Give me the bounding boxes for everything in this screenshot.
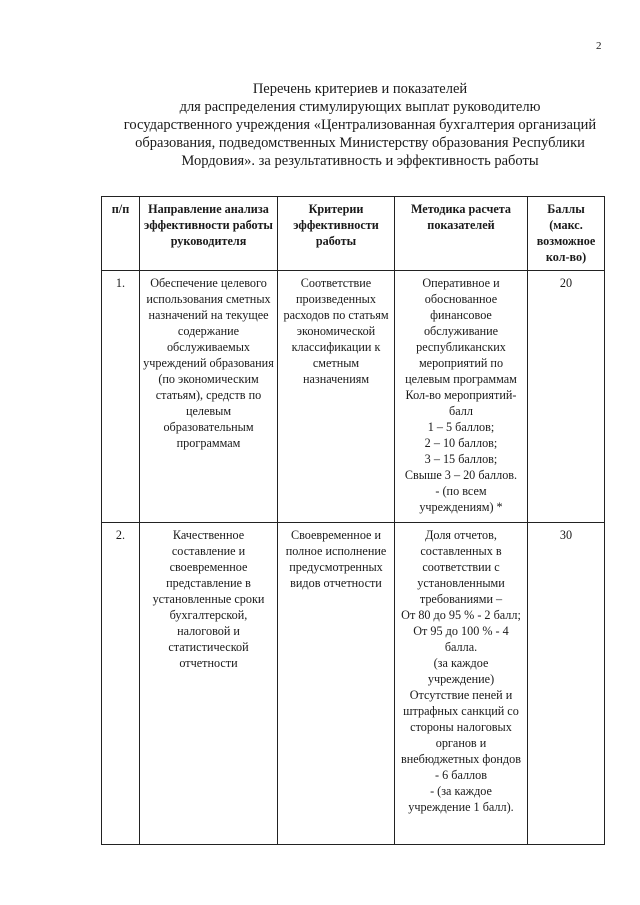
cell-direction: Качественное составление и своевременное представление в установленные сроки бухгалтерской, налоговой и статистической отчетности [140,523,278,845]
header-direction: Направление анализа эффективности работы руководителя [140,197,278,271]
row-number: 2. [102,523,140,845]
cell-direction: Обеспечение целевого использования сметных назначений на текущее содержание обслуживаемых учреждений образования (по экономическим статьям), средств по целевым образовательным программам [140,271,278,523]
table-row [102,523,605,845]
header-criteria: Критерии эффективности работы [278,197,395,271]
header-points: Баллы (макс. возможное кол-во) [528,197,605,271]
criteria-table [101,196,605,845]
cell-method: Оперативное и обоснованное финансовое обслуживание республиканских мероприятий по целевым программам Кол-во мероприятий- балл 1 – 5 баллов; 2 – 10 баллов; 3 – 15 баллов; Свыше 3 – 20 баллов. - (по всем учреждениям) * [395,271,528,523]
title-line: Перечень критериев и показателей [252,81,468,97]
title-line: для распределения стимулирующих выплат руководителю [179,99,541,115]
cell-criteria: Своевременное и полное исполнение предусмотренных видов отчетности [278,523,395,845]
title-line: государственного учреждения «Централизованная бухгалтерия организаций [123,117,597,133]
page-number: 2 [596,40,602,52]
cell-criteria: Соответствие произведенных расходов по статьям экономической классификации к сметным назначениям [278,271,395,523]
row-number: 1. [102,271,140,523]
cell-method: Доля отчетов, составленных в соответствии с установленными требованиями – От 80 до 95 % - 2 балл; От 95 до 100 % - 4 балла. (за каждое учреждение) Отсутствие пеней и штрафных санкций со стороны налоговых органов и внебюджетных фондов - 6 баллов - (за каждое учреждение 1 балл). [395,523,528,845]
table-row [102,271,605,523]
cell-points: 20 [528,271,605,523]
header-method: Методика расчета показателей [395,197,528,271]
title-line: Мордовия». за результативность и эффективность работы [181,153,539,169]
header-number: п/п [102,197,140,271]
title-line: образования, подведомственных Министерству образования Республики [135,135,585,151]
document-title [110,80,610,170]
table-header-row [102,197,605,271]
cell-points: 30 [528,523,605,845]
